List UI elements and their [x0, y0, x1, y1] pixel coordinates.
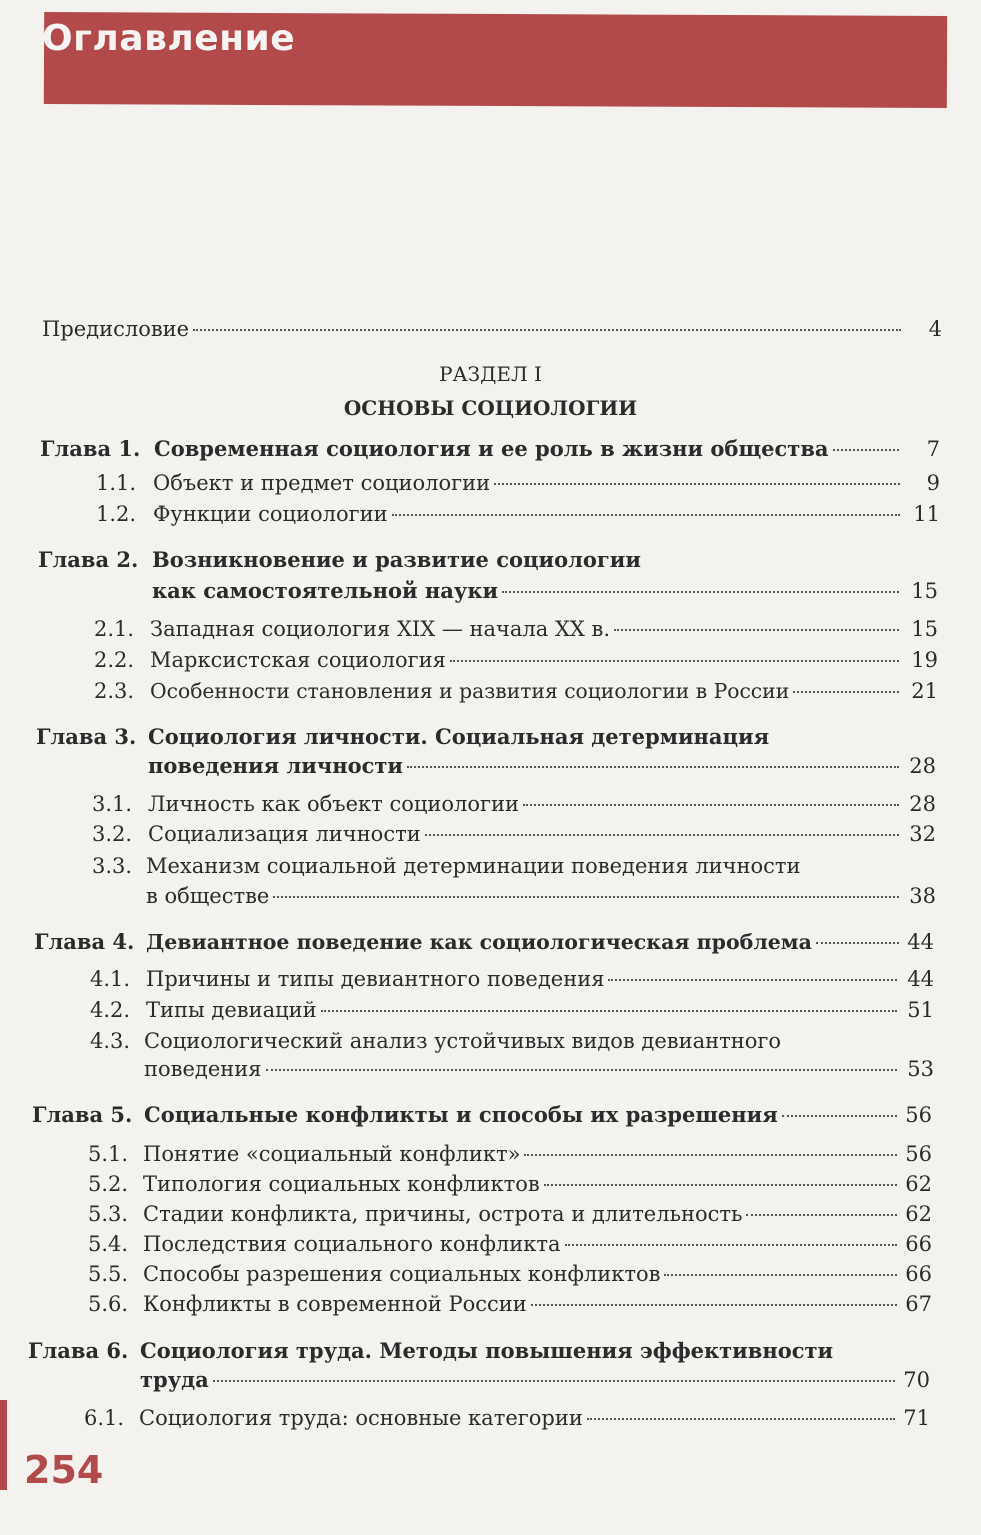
item-title: Стадии конфликта, причины, острота и длительность	[143, 1202, 743, 1226]
item-number: 2.3.	[94, 679, 135, 703]
chapter-label: Глава 3.	[36, 724, 137, 749]
toc-item-2-1[interactable]	[0, 614, 981, 644]
leader-dots	[614, 629, 899, 631]
chapter-title-line1: Возникновение и развитие социологии	[152, 547, 641, 572]
toc-chapter-2-line1[interactable]	[0, 545, 981, 575]
leader-dots	[587, 1418, 895, 1420]
item-page: 44	[907, 967, 934, 991]
item-page: 56	[905, 1142, 932, 1166]
chapter-title-line2: труда	[140, 1367, 209, 1392]
leader-dots	[565, 1244, 898, 1246]
item-number: 3.1.	[92, 792, 133, 816]
chapter-page: 28	[909, 754, 936, 778]
toc-chapter-6-line1[interactable]	[0, 1336, 981, 1366]
chapter-title: Социальные конфликты и способы их разрешения	[144, 1102, 778, 1127]
item-title-line2: в обществе	[146, 884, 270, 908]
chapter-title: Современная социология и ее роль в жизни общества	[154, 436, 829, 461]
toc-item-5-3[interactable]	[0, 1199, 981, 1229]
item-title: Последствия социального конфликта	[143, 1232, 561, 1256]
chapter-label: Глава 1.	[40, 436, 141, 461]
chapter-title-line2: поведения личности	[148, 753, 403, 778]
toc-item-4-3-line1[interactable]	[0, 1026, 981, 1056]
item-number: 5.4.	[88, 1232, 129, 1256]
leader-dots	[531, 1304, 897, 1306]
toc-item-6-1[interactable]	[0, 1403, 981, 1433]
leader-dots	[425, 834, 899, 836]
toc-item-5-2[interactable]	[0, 1169, 981, 1199]
chapter-label: Глава 6.	[28, 1338, 129, 1363]
toc-item-4-1[interactable]	[0, 964, 981, 994]
item-title: Особенности становления и развития социологии в России	[150, 679, 790, 703]
leader-dots	[664, 1274, 897, 1276]
chapter-label: Глава 4.	[34, 929, 135, 954]
item-number: 5.6.	[88, 1292, 129, 1316]
leader-dots	[746, 1214, 897, 1216]
leader-dots	[816, 942, 899, 944]
item-page: 9	[926, 471, 940, 495]
entry-page: 4	[928, 317, 942, 341]
item-page: 62	[905, 1202, 932, 1226]
item-page: 71	[903, 1406, 930, 1430]
leader-dots	[833, 449, 899, 451]
toc-item-3-3-line2[interactable]	[0, 881, 981, 911]
toc-item-5-6[interactable]	[0, 1289, 981, 1319]
leader-dots	[321, 1010, 897, 1012]
toc-item-3-1[interactable]	[0, 789, 981, 819]
leader-dots	[213, 1380, 895, 1382]
leader-dots	[450, 660, 899, 662]
leader-dots	[273, 896, 899, 898]
item-number: 6.1.	[84, 1406, 125, 1430]
leader-dots	[392, 514, 900, 516]
leader-dots	[524, 1154, 897, 1156]
item-title: Западная социология XIX — начала XX в.	[150, 617, 611, 641]
item-title: Личность как объект социологии	[148, 792, 519, 816]
item-page: 28	[909, 792, 936, 816]
leader-dots	[782, 1115, 897, 1117]
item-page: 66	[905, 1232, 932, 1256]
chapter-page: 44	[907, 930, 934, 954]
section-title: ОСНОВЫ СОЦИОЛОГИИ	[343, 396, 638, 420]
toc-item-1-2[interactable]	[0, 499, 981, 529]
item-page: 15	[911, 617, 938, 641]
leader-dots	[193, 329, 901, 331]
item-title: Марксистская социология	[150, 648, 446, 672]
toc-item-2-2[interactable]	[0, 645, 981, 675]
chapter-title-line2: как самостоятельной науки	[152, 578, 499, 603]
item-title-line1: Механизм социальной детерминации поведения личности	[146, 854, 801, 878]
leader-dots	[608, 979, 897, 981]
toc-item-4-2[interactable]	[0, 995, 981, 1025]
item-number: 3.2.	[92, 822, 133, 846]
toc-chapter-5[interactable]	[0, 1100, 981, 1130]
leader-dots	[523, 804, 899, 806]
toc-chapter-3-line2[interactable]	[0, 751, 981, 781]
item-title: Типы девиаций	[146, 998, 317, 1022]
item-number: 1.2.	[96, 502, 137, 526]
toc-item-5-1[interactable]	[0, 1139, 981, 1169]
item-title: Социология труда: основные категории	[139, 1406, 583, 1430]
toc-item-3-2[interactable]	[0, 819, 981, 849]
item-page: 19	[911, 648, 938, 672]
leader-dots	[544, 1184, 897, 1186]
item-title: Причины и типы девиантного поведения	[146, 967, 605, 991]
item-number: 4.1.	[90, 967, 131, 991]
item-number: 4.3.	[90, 1029, 131, 1053]
item-number: 2.1.	[94, 617, 135, 641]
item-number: 3.3.	[92, 854, 133, 878]
item-page: 38	[909, 884, 936, 908]
toc-item-4-3-line2[interactable]	[0, 1054, 981, 1084]
chapter-title: Девиантное поведение как социологическая проблема	[146, 930, 812, 954]
entry-title: Предисловие	[42, 317, 190, 341]
item-number: 2.2.	[94, 648, 135, 672]
item-page: 11	[913, 502, 940, 526]
toc-chapter-6-line2[interactable]	[0, 1365, 981, 1395]
page-edge-accent	[0, 1400, 7, 1490]
chapter-page: 70	[903, 1368, 930, 1392]
item-title: Объект и предмет социологии	[153, 471, 491, 495]
toc-item-5-5[interactable]	[0, 1259, 981, 1289]
chapter-page: 15	[911, 579, 938, 603]
item-title-line1: Социологический анализ устойчивых видов девиантного	[144, 1029, 782, 1053]
section-label: РАЗДЕЛ I	[439, 362, 542, 386]
leader-dots	[266, 1069, 898, 1071]
page-title: Оглавление	[42, 18, 296, 59]
item-number: 4.2.	[90, 998, 131, 1022]
item-number: 5.2.	[88, 1172, 129, 1196]
toc-chapter-4[interactable]	[0, 927, 981, 957]
toc-item-5-4[interactable]	[0, 1229, 981, 1259]
chapter-title-line1: Социология труда. Методы повышения эффективности	[140, 1338, 834, 1363]
toc-item-2-3[interactable]	[0, 676, 981, 706]
item-title: Типология социальных конфликтов	[143, 1172, 540, 1196]
chapter-label: Глава 5.	[32, 1102, 133, 1127]
item-number: 1.1.	[96, 471, 137, 495]
toc-chapter-3-line1[interactable]	[0, 722, 981, 752]
item-number: 5.1.	[88, 1142, 129, 1166]
item-number: 5.5.	[88, 1262, 129, 1286]
chapter-page: 56	[905, 1103, 932, 1127]
leader-dots	[502, 591, 899, 593]
item-page: 51	[907, 998, 934, 1022]
item-page: 66	[905, 1262, 932, 1286]
toc-item-3-3-line1[interactable]	[0, 851, 981, 881]
item-title: Функции социологии	[153, 502, 388, 526]
toc-item-1-1[interactable]	[0, 468, 981, 498]
toc-chapter-2-line2[interactable]	[0, 576, 981, 606]
toc-chapter-1[interactable]	[0, 434, 981, 464]
item-title: Конфликты в современной России	[143, 1292, 527, 1316]
item-page: 32	[909, 822, 936, 846]
item-title: Понятие «социальный конфликт»	[143, 1142, 521, 1166]
item-number: 5.3.	[88, 1202, 129, 1226]
item-page: 62	[905, 1172, 932, 1196]
toc-entry-preface[interactable]	[0, 314, 981, 344]
item-page: 53	[907, 1057, 934, 1081]
item-title: Социализация личности	[148, 822, 421, 846]
leader-dots	[407, 766, 899, 768]
leader-dots	[494, 483, 900, 485]
item-page: 21	[911, 679, 938, 703]
chapter-label: Глава 2.	[38, 547, 139, 572]
chapter-page: 7	[926, 437, 940, 461]
chapter-title-line1: Социология личности. Социальная детерминация	[148, 724, 770, 749]
item-title: Способы разрешения социальных конфликтов	[143, 1262, 661, 1286]
page-number: 254	[24, 1448, 104, 1492]
item-page: 67	[905, 1292, 932, 1316]
item-title-line2: поведения	[144, 1057, 262, 1081]
leader-dots	[793, 691, 899, 693]
